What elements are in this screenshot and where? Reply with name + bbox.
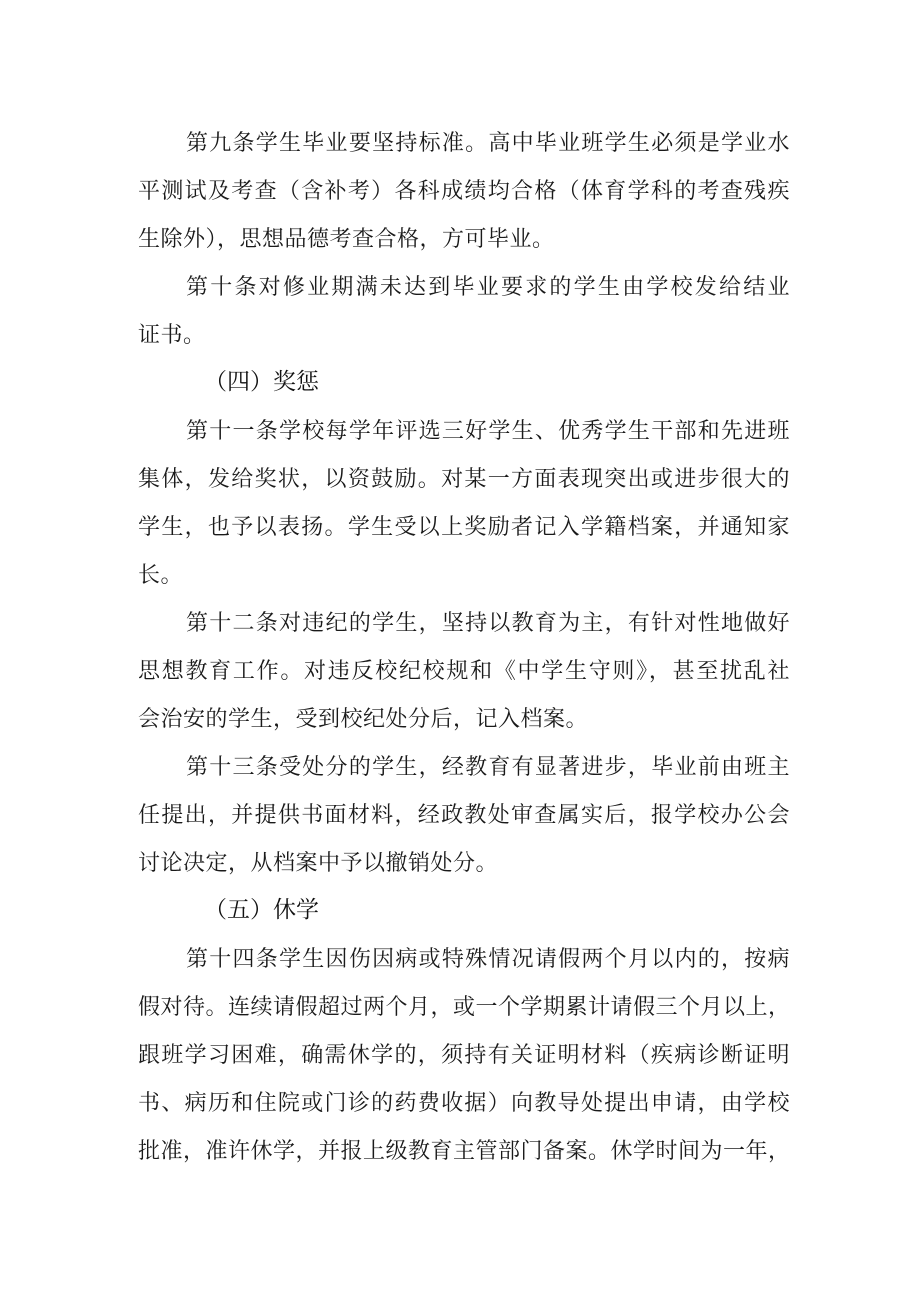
text-line: 思想教育工作。对违反校纪校规和《中学生守则》，甚至扰乱社 bbox=[138, 659, 790, 684]
text-line: 第九条学生毕业要坚持标准。高中毕业班学生必须是学业水 bbox=[186, 131, 790, 156]
text-line: 集体，发给奖状，以资鼓励。对某一方面表现突出或进步很大的 bbox=[138, 467, 790, 492]
text-line: 批准，准许休学，并报上级教育主管部门备案。休学时间为一年， bbox=[138, 1139, 791, 1164]
section-heading-rewards-punishments: （四）奖惩 bbox=[204, 369, 319, 395]
text-line: 假对待。连续请假超过两个月，或一个学期累计请假三个月以上， bbox=[138, 995, 791, 1020]
text-line: 第十一条学校每学年评选三好学生、优秀学生干部和先进班 bbox=[186, 419, 790, 444]
text-line: 第十四条学生因伤因病或特殊情况请假两个月以内的，按病 bbox=[186, 947, 790, 972]
text-line: 书、病历和住院或门诊的药费收据）向教导处提出申请，由学校 bbox=[138, 1091, 790, 1116]
text-line: 第十三条受处分的学生，经教育有显著进步，毕业前由班主 bbox=[186, 755, 790, 780]
text-line: 长。 bbox=[138, 563, 184, 588]
section-heading-suspension: （五）休学 bbox=[204, 897, 319, 923]
text-line: 学生，也予以表扬。学生受以上奖励者记入学籍档案，并通知家 bbox=[138, 515, 790, 540]
text-line: 讨论决定，从档案中予以撤销处分。 bbox=[138, 851, 499, 876]
text-line: 证书。 bbox=[138, 323, 206, 348]
text-line: 会治安的学生，受到校纪处分后，记入档案。 bbox=[138, 707, 589, 732]
text-line: 任提出，并提供书面材料，经政教处审查属实后，报学校办公会 bbox=[138, 803, 790, 828]
text-line: 跟班学习困难，确需休学的，须持有关证明材料（疾病诊断证明 bbox=[138, 1043, 790, 1068]
text-line: 平测试及考查（含补考）各科成绩均合格（体育学科的考查残疾 bbox=[138, 179, 790, 204]
text-line: 生除外），思想品德考查合格，方可毕业。 bbox=[138, 227, 555, 252]
text-line: 第十二条对违纪的学生，坚持以教育为主，有针对性地做好 bbox=[186, 611, 790, 636]
text-line: 第十条对修业期满未达到毕业要求的学生由学校发给结业 bbox=[186, 275, 790, 300]
